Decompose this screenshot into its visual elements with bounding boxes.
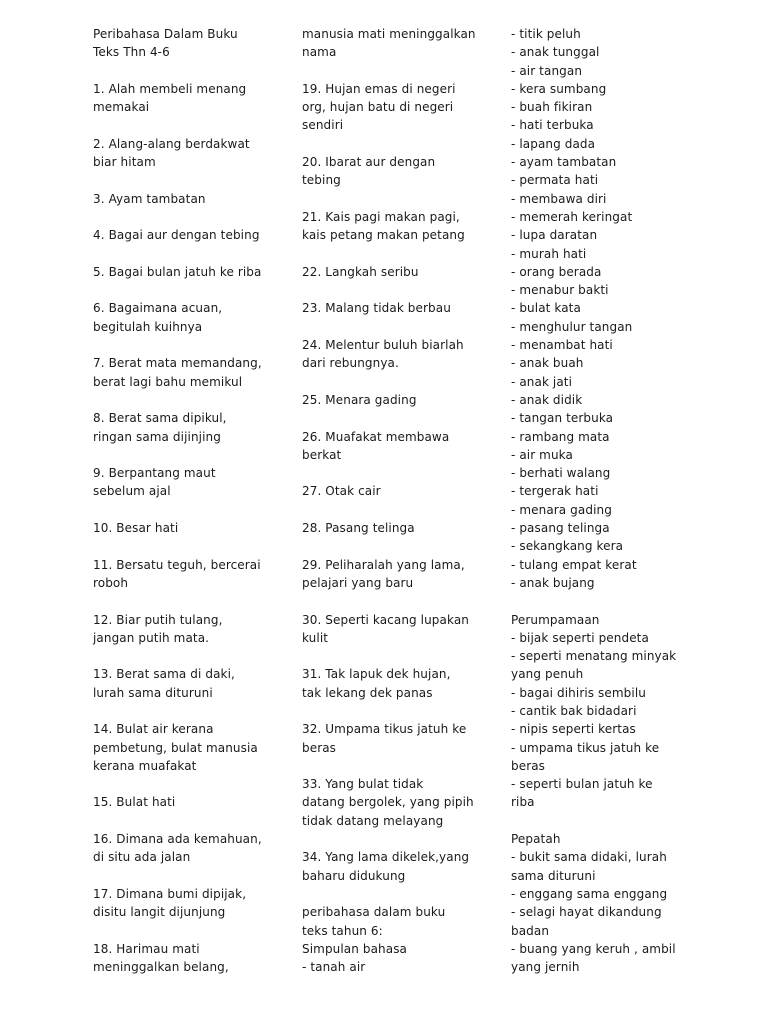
- text-line: - seperti menatang minyak: [511, 649, 677, 664]
- text-line: - rambang mata: [511, 429, 610, 444]
- text-block: [302, 299, 487, 317]
- text-line: beras: [511, 758, 546, 773]
- text-line: kais petang makan petang: [302, 228, 465, 243]
- text-block: [93, 80, 278, 117]
- text-block: [511, 611, 686, 812]
- text-block: [93, 135, 278, 172]
- column-1: [93, 25, 278, 995]
- text-line: jangan putih mata.: [93, 630, 210, 645]
- text-line: 31. Tak lapuk dek hujan,: [302, 667, 451, 682]
- text-line: 10. Besar hati: [93, 521, 179, 536]
- text-line: - tulang empat kerat: [511, 557, 637, 572]
- text-line: - titik peluh: [511, 27, 581, 41]
- text-line: - bulat kata: [511, 301, 581, 316]
- text-line: lurah sama dituruni: [93, 685, 213, 700]
- text-line: 18. Harimau mati: [93, 941, 200, 956]
- text-line: 8. Berat sama dipikul,: [93, 411, 227, 426]
- text-line: - tangan terbuka: [511, 411, 614, 426]
- column-2: [302, 25, 487, 995]
- text-line: - orang berada: [511, 264, 602, 279]
- text-line: baharu didukung: [302, 868, 406, 883]
- text-line: - menara gading: [511, 502, 612, 517]
- text-line: 17. Dimana bumi dipijak,: [93, 886, 247, 901]
- text-line: - buah fikiran: [511, 100, 593, 115]
- text-line: - anak buah: [511, 356, 584, 371]
- text-line: 14. Bulat air kerana: [93, 722, 214, 737]
- text-line: sama dituruni: [511, 868, 596, 883]
- text-block: [302, 665, 487, 702]
- text-line: - menghulur tangan: [511, 319, 633, 334]
- text-block: [93, 830, 278, 867]
- text-line: - lapang dada: [511, 136, 596, 151]
- text-line: pelajari yang baru: [302, 575, 414, 590]
- text-block: [93, 263, 278, 281]
- text-block: [302, 391, 487, 409]
- text-line: - menabur bakti: [511, 283, 609, 298]
- text-line: 1. Alah membeli menang: [93, 81, 247, 96]
- text-line: 11. Bersatu teguh, bercerai: [93, 557, 261, 572]
- text-line: disitu langit dijunjung: [93, 905, 226, 920]
- text-line: - selagi hayat dikandung: [511, 905, 662, 920]
- text-line: 9. Berpantang maut: [93, 466, 216, 481]
- text-line: dari rebungnya.: [302, 356, 399, 371]
- text-line: 26. Muafakat membawa: [302, 429, 450, 444]
- text-line: riba: [511, 795, 535, 810]
- text-line: 30. Seperti kacang lupakan: [302, 612, 469, 627]
- text-block: [302, 80, 487, 135]
- text-line: 6. Bagaimana acuan,: [93, 301, 223, 316]
- text-block: [93, 299, 278, 336]
- text-block: [93, 354, 278, 391]
- text-block: [93, 556, 278, 593]
- text-block: [302, 848, 487, 885]
- text-line: - pasang telinga: [511, 521, 610, 536]
- text-line: 3. Ayam tambatan: [93, 191, 206, 206]
- text-line: - tanah air: [302, 960, 366, 975]
- text-block: [93, 464, 278, 501]
- text-line: sebelum ajal: [93, 484, 171, 499]
- column-3: [511, 25, 686, 995]
- text-line: 16. Dimana ada kemahuan,: [93, 832, 262, 847]
- text-line: nama: [302, 45, 337, 60]
- text-line: tidak datang melayang: [302, 813, 444, 828]
- text-line: meninggalkan belang,: [93, 960, 229, 975]
- text-line: - membawa diri: [511, 191, 607, 206]
- text-block: [93, 793, 278, 811]
- text-block: [93, 25, 278, 62]
- text-line: org, hujan batu di negeri: [302, 100, 454, 115]
- text-block: [302, 336, 487, 373]
- text-block: [93, 611, 278, 648]
- text-block: [302, 903, 487, 976]
- text-block: [302, 153, 487, 190]
- text-line: - anak jati: [511, 374, 573, 389]
- text-line: roboh: [93, 575, 129, 590]
- text-line: datang bergolek, yang pipih: [302, 795, 474, 810]
- text-line: biar hitam: [93, 155, 156, 170]
- text-line: - lupa daratan: [511, 228, 598, 243]
- text-line: Pepatah: [511, 832, 561, 847]
- text-line: - air muka: [511, 447, 573, 462]
- text-line: 12. Biar putih tulang,: [93, 612, 223, 627]
- text-line: badan: [511, 923, 550, 938]
- text-line: 29. Peliharalah yang lama,: [302, 557, 465, 572]
- text-line: kerana muafakat: [93, 758, 197, 773]
- text-line: teks tahun 6:: [302, 923, 383, 938]
- text-block: [93, 409, 278, 446]
- text-block: [93, 940, 278, 977]
- text-line: - permata hati: [511, 173, 599, 188]
- text-line: yang penuh: [511, 667, 584, 682]
- text-line: - bukit sama didaki, lurah: [511, 850, 667, 865]
- text-line: - nipis seperti kertas: [511, 722, 636, 737]
- text-line: - menambat hati: [511, 338, 613, 353]
- text-line: berat lagi bahu memikul: [93, 374, 243, 389]
- text-line: - ayam tambatan: [511, 155, 617, 170]
- text-line: 20. Ibarat aur dengan: [302, 155, 436, 170]
- text-line: 13. Berat sama di daki,: [93, 667, 235, 682]
- text-block: [302, 263, 487, 281]
- text-line: di situ ada jalan: [93, 850, 191, 865]
- text-line: 21. Kais pagi makan pagi,: [302, 209, 460, 224]
- text-line: memakai: [93, 100, 150, 115]
- text-line: 15. Bulat hati: [93, 795, 176, 810]
- text-line: begitulah kuihnya: [93, 319, 203, 334]
- text-line: - berhati walang: [511, 466, 611, 481]
- text-line: 22. Langkah seribu: [302, 264, 419, 279]
- text-line: 27. Otak cair: [302, 484, 381, 499]
- text-line: - sekangkang kera: [511, 539, 624, 554]
- text-line: berkat: [302, 447, 342, 462]
- text-block: [302, 25, 487, 62]
- text-block: [302, 519, 487, 537]
- text-line: kulit: [302, 630, 329, 645]
- text-line: - seperti bulan jatuh ke: [511, 777, 653, 792]
- text-line: - kera sumbang: [511, 81, 607, 96]
- text-block: [302, 428, 487, 465]
- text-line: peribahasa dalam buku: [302, 905, 446, 920]
- text-line: - tergerak hati: [511, 484, 599, 499]
- text-line: sendiri: [302, 118, 344, 133]
- text-line: - hati terbuka: [511, 118, 594, 133]
- text-line: - enggang sama enggang: [511, 886, 668, 901]
- text-line: 7. Berat mata memandang,: [93, 356, 262, 371]
- text-line: - murah hati: [511, 246, 587, 261]
- text-line: beras: [302, 740, 337, 755]
- text-line: 32. Umpama tikus jatuh ke: [302, 722, 467, 737]
- text-line: manusia mati meninggalkan: [302, 27, 476, 41]
- text-line: - anak bujang: [511, 575, 595, 590]
- text-block: [302, 556, 487, 593]
- text-block: [93, 665, 278, 702]
- text-line: 28. Pasang telinga: [302, 521, 415, 536]
- text-line: 24. Melentur buluh biarlah: [302, 338, 464, 353]
- text-line: - bagai dihiris sembilu: [511, 685, 646, 700]
- text-line: - umpama tikus jatuh ke: [511, 740, 660, 755]
- text-line: pembetung, bulat manusia: [93, 740, 258, 755]
- text-line: tak lekang dek panas: [302, 685, 433, 700]
- text-line: ringan sama dijinjing: [93, 429, 221, 444]
- text-line: - buang yang keruh , ambil: [511, 941, 676, 956]
- text-line: 5. Bagai bulan jatuh ke riba: [93, 264, 262, 279]
- text-line: 2. Alang-alang berdakwat: [93, 136, 250, 151]
- text-line: yang jernih: [511, 960, 580, 975]
- text-line: 23. Malang tidak berbau: [302, 301, 451, 316]
- text-line: 33. Yang bulat tidak: [302, 777, 424, 792]
- text-block: [93, 720, 278, 775]
- text-line: Simpulan bahasa: [302, 941, 408, 956]
- text-line: - memerah keringat: [511, 209, 633, 224]
- text-line: - cantik bak bidadari: [511, 703, 637, 718]
- text-line: Teks Thn 4-6: [93, 45, 170, 60]
- text-line: - air tangan: [511, 63, 583, 78]
- text-block: [302, 611, 487, 648]
- text-block: [93, 190, 278, 208]
- text-line: 19. Hujan emas di negeri: [302, 81, 456, 96]
- text-block: [302, 720, 487, 757]
- text-block: [93, 885, 278, 922]
- text-line: 25. Menara gading: [302, 392, 417, 407]
- text-block: [302, 208, 487, 245]
- text-block: [302, 775, 487, 830]
- text-line: - anak didik: [511, 392, 583, 407]
- text-line: 4. Bagai aur dengan tebing: [93, 228, 260, 243]
- text-block: [93, 519, 278, 537]
- text-line: - bijak seperti pendeta: [511, 630, 649, 645]
- text-line: Perumpamaan: [511, 612, 600, 627]
- text-block: [511, 830, 686, 976]
- text-line: Peribahasa Dalam Buku: [93, 27, 238, 41]
- text-block: [511, 25, 686, 592]
- text-line: 34. Yang lama dikelek,yang: [302, 850, 470, 865]
- text-line: - anak tunggal: [511, 45, 600, 60]
- text-block: [93, 226, 278, 244]
- text-block: [302, 482, 487, 500]
- text-line: tebing: [302, 173, 341, 188]
